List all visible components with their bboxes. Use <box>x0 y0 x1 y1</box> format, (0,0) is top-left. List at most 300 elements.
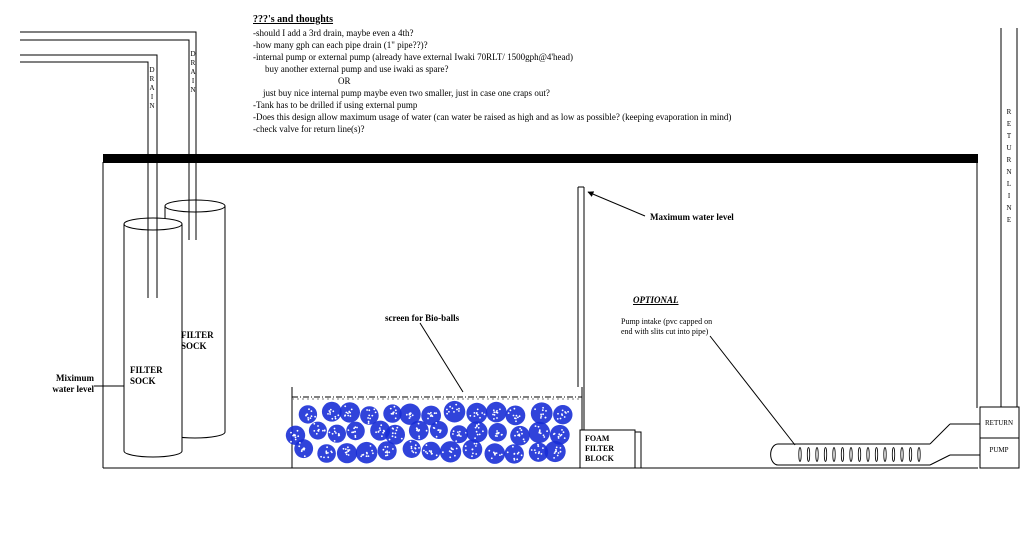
bio-ball-speckle <box>456 409 458 411</box>
note-line: -internal pump or external pump (already have external Iwaki 70RLT/ 1500gph@4'head) <box>253 52 573 62</box>
return-box-label: RETURN <box>985 419 1013 427</box>
note-line: just buy nice internal pump maybe even two smaller, just in case one craps out? <box>263 88 550 98</box>
bio-ball-speckle <box>304 455 306 457</box>
bio-ball-speckle <box>327 413 329 415</box>
max-water-level-label: Maximum water level <box>650 212 734 222</box>
bio-ball-speckle <box>329 432 331 434</box>
bio-ball-speckle <box>350 415 352 417</box>
bio-ball-speckle <box>446 409 448 411</box>
bio-ball-speckle <box>418 447 420 449</box>
bio-ball-speckle <box>337 414 339 416</box>
bio-ball-speckle <box>513 415 515 417</box>
bio-ball-speckle <box>560 418 562 420</box>
bio-ball-speckle <box>496 417 498 419</box>
bio-ball-speckle <box>455 440 457 442</box>
bio-ball-speckle <box>429 450 431 452</box>
bio-ball-speckle <box>561 414 563 416</box>
bio-ball-speckle <box>535 452 537 454</box>
bio-ball-speckle <box>458 410 460 412</box>
screen-label: screen for Bio-balls <box>385 313 460 323</box>
bio-ball-speckle <box>501 434 503 436</box>
note-line: OR <box>338 76 351 86</box>
bio-ball-speckle <box>335 418 337 420</box>
bio-ball-speckle <box>567 411 569 413</box>
bio-ball-speckle <box>311 415 313 417</box>
bio-ball-speckle <box>370 445 372 447</box>
bio-ball-speckle <box>493 409 495 411</box>
bio-ball-speckle <box>349 412 351 414</box>
bio-ball-speckle <box>384 446 386 448</box>
bio-ball-speckle <box>328 410 330 412</box>
drain-label-left: D R A I N <box>149 66 155 110</box>
bio-ball-speckle <box>496 432 498 434</box>
bio-ball-speckle <box>347 446 349 448</box>
bio-ball-speckle <box>343 448 345 450</box>
bio-ball-speckle <box>410 416 412 418</box>
bio-ball-speckle <box>332 410 334 412</box>
bio-ball-speckle <box>332 433 334 435</box>
bio-ball-speckle <box>518 434 520 436</box>
bio-ball-speckle <box>534 408 536 410</box>
bio-ball-speckle <box>523 438 525 440</box>
bio-ball-speckle <box>345 452 347 454</box>
bio-ball <box>337 443 357 463</box>
bio-ball-speckle <box>436 436 438 438</box>
bio-ball-speckle <box>499 454 501 456</box>
bio-ball-speckle <box>507 451 509 453</box>
bio-ball-speckle <box>542 447 544 449</box>
bio-ball-speckle <box>478 423 480 425</box>
bio-ball-speckle <box>392 413 394 415</box>
bio-ball-speckle <box>495 435 497 437</box>
bio-ball-speckle <box>368 409 370 411</box>
bio-ball-speckle <box>471 455 473 457</box>
bio-ball-speckle <box>453 430 455 432</box>
bio-ball-speckle <box>537 445 539 447</box>
bio-ball-speckle <box>290 441 292 443</box>
optional-label: OPTIONAL <box>633 295 679 305</box>
bio-ball-speckle <box>451 447 453 449</box>
bio-ball-speckle <box>379 429 381 431</box>
bio-ball-speckle <box>327 456 329 458</box>
bio-ball-speckle <box>392 427 394 429</box>
bio-ball-speckle <box>427 418 429 420</box>
drain-label-right: D R A I N <box>190 50 196 94</box>
bio-ball-speckle <box>435 412 437 414</box>
bio-ball-speckle <box>514 417 516 419</box>
bio-ball-speckle <box>418 437 420 439</box>
bio-ball-speckle <box>543 436 545 438</box>
bio-ball-speckle <box>409 417 411 419</box>
bio-ball-speckle <box>541 453 543 455</box>
intake-slit <box>858 448 860 462</box>
bio-ball-speckle <box>368 421 370 423</box>
note-line: -check valve for return line(s)? <box>253 124 365 134</box>
bio-ball-speckle <box>515 420 517 422</box>
bio-ball-speckle <box>521 429 523 431</box>
bio-ball-speckle <box>306 414 308 416</box>
bio-ball-speckle <box>564 437 566 439</box>
bio-ball-speckle <box>524 441 526 443</box>
bio-ball-speckle <box>521 433 523 435</box>
bio-ball-speckle <box>320 456 322 458</box>
bio-ball-speckle <box>557 418 559 420</box>
bio-balls <box>286 401 573 464</box>
baffle <box>578 187 584 468</box>
bio-ball-speckle <box>450 451 452 453</box>
bio-ball-speckle <box>415 452 417 454</box>
bio-ball-speckle <box>459 431 461 433</box>
bio-ball-speckle <box>295 439 297 441</box>
bio-ball-speckle <box>493 411 495 413</box>
bio-ball-speckle <box>476 443 478 445</box>
bio-ball-speckle <box>564 411 566 413</box>
bio-ball-speckle <box>299 442 301 444</box>
bio-ball-speckle <box>389 439 391 441</box>
intake-slit <box>875 448 877 462</box>
bio-ball-speckle <box>373 409 375 411</box>
bio-ball-speckle <box>534 449 536 451</box>
bio-ball-speckle <box>411 446 413 448</box>
bio-ball-speckle <box>492 414 494 416</box>
bio-ball <box>328 425 346 443</box>
bio-ball-speckle <box>545 417 547 419</box>
bio-ball-speckle <box>395 413 397 415</box>
intake-slit <box>841 448 843 462</box>
bio-ball-speckle <box>438 429 440 431</box>
bio-ball-speckle <box>499 408 501 410</box>
pump-box-label: PUMP <box>989 446 1009 454</box>
bio-ball-speckle <box>409 414 411 416</box>
bio-ball-speckle <box>498 432 500 434</box>
bio-ball-speckle <box>557 455 559 457</box>
bio-ball-speckle <box>366 453 368 455</box>
bio-ball-speckle <box>542 413 544 415</box>
return-pump-box <box>980 407 1019 468</box>
bio-ball-speckle <box>539 431 541 433</box>
foam-filter-block-label: FOAM FILTER BLOCK <box>585 434 615 463</box>
bio-ball-speckle <box>412 414 414 416</box>
bio-ball-speckle <box>396 427 398 429</box>
bio-ball-speckle <box>553 433 555 435</box>
bio-ball-speckle <box>425 451 427 453</box>
bio-ball-speckle <box>351 409 353 411</box>
bio-ball-speckle <box>481 412 483 414</box>
bio-ball-speckle <box>368 415 370 417</box>
bio-ball-speckle <box>338 434 340 436</box>
bio-ball-speckle <box>558 433 560 435</box>
bio-ball-speckle <box>514 435 516 437</box>
bio-ball-speckle <box>556 446 558 448</box>
bio-ball-speckle <box>433 427 435 429</box>
bio-ball-speckle <box>537 458 539 460</box>
bio-ball-speckle <box>313 430 315 432</box>
bio-ball-speckle <box>290 432 292 434</box>
bio-ball-speckle <box>388 451 390 453</box>
bio-ball-speckle <box>516 458 518 460</box>
bio-ball-speckle <box>316 433 318 435</box>
bio-ball-speckle <box>494 453 496 455</box>
bio-ball-speckle <box>295 436 297 438</box>
note-line: buy another external pump and use iwaki as spare? <box>265 64 449 74</box>
filter-sock-right-label: FILTER SOCK <box>181 330 214 351</box>
bio-ball-speckle <box>558 452 560 454</box>
bio-ball-speckle <box>375 431 377 433</box>
bio-ball-speckle <box>474 443 476 445</box>
bio-ball-speckle <box>540 415 542 417</box>
bio-ball-speckle <box>542 409 544 411</box>
bio-ball-speckle <box>479 417 481 419</box>
bio-ball-speckle <box>458 433 460 435</box>
bio-ball-speckle <box>345 412 347 414</box>
bio-ball-speckle <box>501 454 503 456</box>
bio-ball-speckle <box>477 409 479 411</box>
bio-ball-speckle <box>411 448 413 450</box>
bio-ball-speckle <box>395 433 397 435</box>
intake-slit <box>850 448 852 462</box>
bio-ball-speckle <box>395 436 397 438</box>
bio-ball-speckle <box>372 452 374 454</box>
bio-ball <box>506 406 526 426</box>
bio-ball-speckle <box>518 452 520 454</box>
bio-ball-speckle <box>297 435 299 437</box>
bio-ball-speckle <box>356 427 358 429</box>
bio-ball-speckle <box>491 457 493 459</box>
bio-ball-speckle <box>326 446 328 448</box>
bio-ball-speckle <box>406 414 408 416</box>
bio-ball-speckle <box>395 417 397 419</box>
bio-ball-speckle <box>516 415 518 417</box>
bio-ball-speckle <box>484 414 486 416</box>
bio-ball-speckle <box>495 411 497 413</box>
bio-ball-speckle <box>418 435 420 437</box>
bio-ball-speckle <box>301 450 303 452</box>
bio-ball-speckle <box>456 448 458 450</box>
bio-ball-speckle <box>323 457 325 459</box>
bio-ball-speckle <box>396 429 398 431</box>
bio-ball-speckle <box>379 427 381 429</box>
bio-ball-speckle <box>298 445 300 447</box>
bio-ball-speckle <box>514 459 516 461</box>
min-water-level-label: Miximum water level <box>52 373 94 394</box>
bio-ball-speckle <box>512 446 514 448</box>
bio-ball-speckle <box>453 411 455 413</box>
bio-ball-speckle <box>452 433 454 435</box>
bio-ball-speckle <box>415 448 417 450</box>
bio-ball-speckle <box>418 423 420 425</box>
bio-ball-speckle <box>354 426 356 428</box>
bio-ball-speckle <box>426 452 428 454</box>
bio-ball-speckle <box>454 455 456 457</box>
bio-ball-speckle <box>387 446 389 448</box>
bio-ball-speckle <box>560 451 562 453</box>
screen-pointer <box>420 323 463 392</box>
bio-ball-speckle <box>297 430 299 432</box>
note-line: -Does this design allow maximum usage of water (can water be raised as high and as low as possible? (keeping evaporation in mind) <box>253 112 732 122</box>
bio-ball-speckle <box>435 422 437 424</box>
bio-ball-speckle <box>517 431 519 433</box>
intake-slit <box>892 448 894 462</box>
bio-ball-speckle <box>317 425 319 427</box>
bio-ball-speckle <box>347 415 349 417</box>
bio-ball-speckle <box>469 415 471 417</box>
bio-ball-speckle <box>426 444 428 446</box>
bio-ball-speckle <box>479 434 481 436</box>
bio-ball-speckle <box>401 438 403 440</box>
bio-ball-speckle <box>371 450 373 452</box>
bio-ball-speckle <box>476 431 478 433</box>
bio-ball-speckle <box>351 432 353 434</box>
bio-ball-speckle <box>457 435 459 437</box>
bio-ball-speckle <box>442 451 444 453</box>
bio-ball-speckle <box>334 428 336 430</box>
bio-ball-speckle <box>476 426 478 428</box>
bio-ball-speckle <box>563 431 565 433</box>
bio-ball-speckle <box>386 452 388 454</box>
bio-ball-speckle <box>310 417 312 419</box>
bio-ball-speckle <box>557 413 559 415</box>
intake-slit <box>833 448 835 462</box>
bio-ball-speckle <box>472 453 474 455</box>
intake-slits <box>799 448 920 462</box>
bio-ball-speckle <box>561 429 563 431</box>
bio-ball-speckle <box>496 430 498 432</box>
tank-top-bar <box>103 154 978 163</box>
bio-ball-speckle <box>554 452 556 454</box>
bio-ball-speckle <box>538 426 540 428</box>
bio-ball-speckle <box>465 449 467 451</box>
bio-ball-speckle <box>535 425 537 427</box>
bio-ball-speckle <box>366 455 368 457</box>
intake-slit <box>867 448 869 462</box>
bio-ball-speckle <box>329 413 331 415</box>
bio-ball-speckle <box>561 434 563 436</box>
bio-ball-speckle <box>346 454 348 456</box>
bio-ball-speckle <box>448 411 450 413</box>
bio-ball-speckle <box>475 453 477 455</box>
intake-slit <box>824 448 826 462</box>
bio-ball-speckle <box>392 448 394 450</box>
bio-ball-speckle <box>348 429 350 431</box>
max-level-arrow <box>588 192 645 216</box>
bio-ball-speckle <box>478 427 480 429</box>
intake-slit <box>918 448 920 462</box>
bio-ball-speckle <box>418 430 420 432</box>
bio-ball-speckle <box>546 430 548 432</box>
bio-ball-speckle <box>334 440 336 442</box>
bio-ball-speckle <box>293 434 295 436</box>
bio-ball-speckle <box>324 429 326 431</box>
bio-ball-speckle <box>347 412 349 414</box>
bio-ball-speckle <box>368 422 370 424</box>
bio-ball-speckle <box>514 408 516 410</box>
bio-ball-speckle <box>378 431 380 433</box>
bio-ball-speckle <box>531 449 533 451</box>
bio-ball-speckle <box>472 448 474 450</box>
bio-ball-speckle <box>311 410 313 412</box>
bio-ball-speckle <box>562 410 564 412</box>
bio-ball-speckle <box>334 431 336 433</box>
bio-ball-speckle <box>394 406 396 408</box>
bio-ball-speckle <box>475 445 477 447</box>
bio-ball-speckle <box>302 448 304 450</box>
bio-ball-speckle <box>493 418 495 420</box>
bio-ball-speckle <box>348 454 350 456</box>
bio-ball-speckle <box>476 412 478 414</box>
bio-ball-speckle <box>426 430 428 432</box>
bio-ball-speckle <box>335 432 337 434</box>
bio-ball-speckle <box>326 452 328 454</box>
bio-ball-speckle <box>558 436 560 438</box>
bio-ball-speckle <box>457 431 459 433</box>
bio-ball-speckle <box>449 450 451 452</box>
bio-ball-speckle <box>474 415 476 417</box>
filter-sock-left-label: FILTER SOCK <box>130 365 163 386</box>
bio-ball-speckle <box>375 412 377 414</box>
bio-ball-speckle <box>331 452 333 454</box>
bio-ball-speckle <box>540 417 542 419</box>
bio-ball-speckle <box>477 414 479 416</box>
bio-ball-speckle <box>314 416 316 418</box>
bio-ball-speckle <box>307 417 309 419</box>
bio-ball-speckle <box>458 408 460 410</box>
note-line: -how many gph can each pipe drain (1" pipe??)? <box>253 40 428 50</box>
bio-ball-speckle <box>545 410 547 412</box>
bio-ball-speckle <box>543 434 545 436</box>
bio-ball-speckle <box>474 412 476 414</box>
bio-ball-speckle <box>354 431 356 433</box>
bio-ball-speckle <box>521 454 523 456</box>
bio-ball-speckle <box>366 409 368 411</box>
bio-ball-speckle <box>440 431 442 433</box>
bio-ball-speckle <box>436 454 438 456</box>
bio-ball-speckle <box>308 419 310 421</box>
bio-ball-speckle <box>345 448 347 450</box>
note-line: -Tank has to be drilled if using external pump <box>253 100 418 110</box>
notes-block <box>253 14 773 135</box>
bio-ball-speckle <box>363 454 365 456</box>
bio-ball-speckle <box>477 434 479 436</box>
intake-slit <box>816 448 818 462</box>
bio-ball-speckle <box>446 413 448 415</box>
bio-ball-speckle <box>385 451 387 453</box>
bio-ball-speckle <box>430 415 432 417</box>
bio-ball-speckle <box>449 456 451 458</box>
bio-ball-speckle <box>555 450 557 452</box>
bio-ball-speckle <box>540 432 542 434</box>
bio-ball <box>531 402 553 424</box>
bio-ball-speckle <box>482 430 484 432</box>
bio-ball-speckle <box>325 450 327 452</box>
bio-ball-speckle <box>410 441 412 443</box>
pump-intake-pointer <box>710 336 795 445</box>
bio-ball-speckle <box>390 408 392 410</box>
pump-intake-label: Pump intake (pvc capped on end with slits cut into pipe) <box>621 317 713 336</box>
intake-slit <box>909 448 911 462</box>
bio-ball-speckle <box>510 409 512 411</box>
bio-ball-speckle <box>383 431 385 433</box>
bio-ball-speckle <box>387 454 389 456</box>
bio-ball-speckle <box>513 453 515 455</box>
bio-ball-speckle <box>369 418 371 420</box>
bio-ball-speckle <box>354 435 356 437</box>
bio-ball-speckle <box>564 416 566 418</box>
bio-ball-speckle <box>517 417 519 419</box>
bio-ball-speckle <box>383 449 385 451</box>
bio-ball-speckle <box>368 455 370 457</box>
bio-ball-speckle <box>553 457 555 459</box>
bio-ball-speckle <box>519 428 521 430</box>
